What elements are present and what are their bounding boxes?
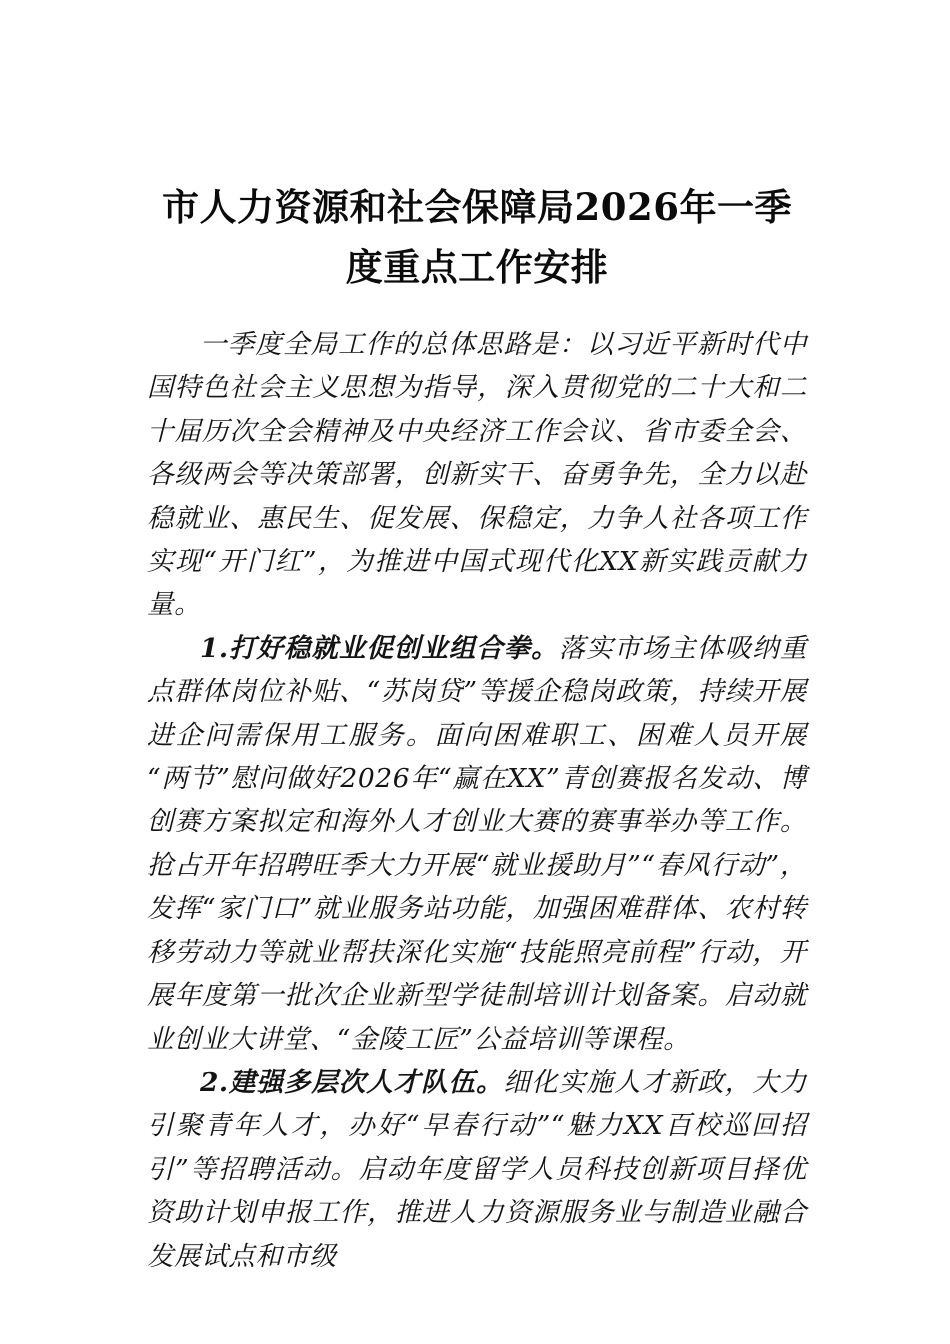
paragraph-intro [147, 323, 807, 627]
page-title: 市人力资源和社会保障局2026年一季度重点工作安排 [162, 184, 792, 289]
paragraph-item-2 [147, 1061, 807, 1278]
paragraph-item-1-heading: 1.打好稳就业促创业组合拳。 [200, 632, 559, 664]
paragraph-item-2-text: 细化实施人才新政，大力引聚青年人才，办好“早春行动”“魅力XX百校巡回招引”等招聘活动。启动年度留学人员科技创新项目择优资助计划申报工作，推进人力资源服务业与制造业融合发展试点和市级 [147, 1066, 807, 1272]
document-body [147, 323, 807, 1278]
paragraph-item-1-text: 落实市场主体吸纳重点群体岗位补贴、“苏岗贷”等援企稳岗政策，持续开展进企问需保用工服务。面向困难职工、困难人员开展“两节”慰问做好2026年“赢在XX”青创赛报名发动、博创赛方案拟定和海外人才创业大赛的赛事举办等工作。抢占开年招聘旺季大力开展“就业援助月”“春风行动”，发挥“家门口”就业服务站功能，加强困难群体、农村转移劳动力等就业帮扶深化实施“技能照亮前程”行动，开展年度第一批次企业新型学徒制培训计划备案。启动就业创业大讲堂、“金陵工匠”公益培训等课程。 [147, 632, 807, 1055]
paragraph-intro-text: 一季度全局工作的总体思路是：以习近平新时代中国特色社会主义思想为指导，深入贯彻党的二十大和二十届历次全会精神及中央经济工作会议、省市委全会、各级两会等决策部署，创新实干、奋勇争先，全力以赴稳就业、惠民生、促发展、保稳定，力争人社各项工作实现“开门红”，为推进中国式现代化XX新实践贡献力量。 [147, 329, 807, 621]
paragraph-item-2-heading: 2.建强多层次人才队伍。 [200, 1066, 504, 1098]
paragraph-item-1 [147, 627, 807, 1061]
